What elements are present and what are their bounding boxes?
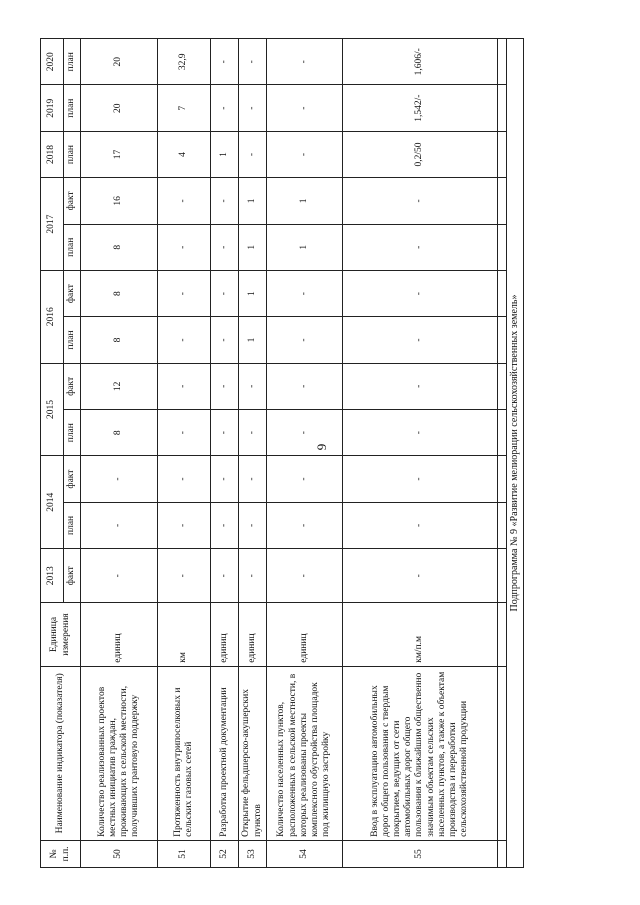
- unit-of-measure: км: [158, 603, 211, 666]
- header-year: 2016: [41, 270, 64, 363]
- header-col-факт: факт: [64, 270, 81, 316]
- indicator-value: 1,542/-: [343, 85, 498, 131]
- indicator-value: -: [267, 39, 343, 86]
- row-number: 54: [267, 840, 343, 867]
- indicator-value: -: [158, 549, 211, 603]
- header-year: 2018: [41, 131, 64, 177]
- indicator-value: 12: [81, 363, 158, 409]
- indicator-value: -: [158, 456, 211, 502]
- indicator-value: -: [343, 363, 498, 409]
- indicator-value: -: [81, 456, 158, 502]
- indicator-value: 1: [267, 178, 343, 224]
- indicator-value: -: [267, 317, 343, 363]
- indicator-value: 8: [81, 410, 158, 456]
- indicator-value: -: [158, 410, 211, 456]
- header-year: 2013: [41, 549, 64, 603]
- indicator-value: -: [239, 456, 267, 502]
- indicator-value: -: [343, 502, 498, 548]
- indicator-value: -: [267, 502, 343, 548]
- indicator-value: -: [211, 502, 239, 548]
- empty-cell: [498, 224, 507, 270]
- empty-cell: [498, 549, 507, 603]
- header-year: 2014: [41, 456, 64, 549]
- indicator-value: -: [158, 178, 211, 224]
- header-col-факт: факт: [64, 549, 81, 603]
- empty-cell: [498, 603, 507, 666]
- indicator-value: -: [211, 224, 239, 270]
- indicators-table: [40, 38, 524, 868]
- indicator-name: Количество реализованных проектов местных инициатив граждан, проживающих в сельской местности, получивших грантовую поддержку: [81, 666, 158, 840]
- indicator-value: 1: [239, 178, 267, 224]
- table-row: [239, 39, 267, 868]
- indicator-value: 1: [267, 224, 343, 270]
- indicator-value: -: [343, 224, 498, 270]
- indicator-value: -: [267, 363, 343, 409]
- subprogram-title: Подпрограмма № 9 «Развитие мелиорации сельскохозяйственных земель»: [507, 39, 524, 868]
- empty-cell: [498, 363, 507, 409]
- indicator-name: Ввод в эксплуатацию автомобильных дорог общего пользования с твердым покрытием, ведущих от сети автомобильных дорог общего пользования к ближайшим общественно значимым объектам сельских населенных пунктов, а также к объектам производства и переработки сельскохозяйственной продукции: [343, 666, 498, 840]
- indicator-value: 8: [81, 317, 158, 363]
- table-row: [343, 39, 498, 868]
- indicator-value: 20: [81, 39, 158, 86]
- empty-cell: [498, 317, 507, 363]
- table-header: [41, 39, 81, 868]
- indicator-value: -: [211, 363, 239, 409]
- indicator-name: Разработка проектной документации: [211, 666, 239, 840]
- unit-of-measure: единиц: [81, 603, 158, 666]
- empty-cell: [498, 85, 507, 131]
- header-col-план: план: [64, 39, 81, 86]
- indicator-value: -: [158, 270, 211, 316]
- indicator-value: -: [239, 363, 267, 409]
- indicator-value: -: [267, 270, 343, 316]
- header-num: № п.п.: [41, 840, 81, 867]
- header-unit: Единица измерения: [41, 603, 81, 666]
- table-row: [267, 39, 343, 868]
- indicator-value: 7: [158, 85, 211, 131]
- indicator-value: -: [81, 549, 158, 603]
- indicator-value: 4: [158, 131, 211, 177]
- indicator-value: -: [343, 549, 498, 603]
- header-year: 2020: [41, 39, 64, 86]
- unit-of-measure: км/п.м: [343, 603, 498, 666]
- table-row: [158, 39, 211, 868]
- indicator-value: -: [239, 410, 267, 456]
- indicator-value: 1: [211, 131, 239, 177]
- header-col-факт: факт: [64, 363, 81, 409]
- empty-cell: [498, 502, 507, 548]
- indicator-value: -: [343, 270, 498, 316]
- indicator-value: -: [211, 270, 239, 316]
- header-name: Наименование индикатора (показателя): [41, 666, 81, 840]
- indicator-value: -: [343, 456, 498, 502]
- empty-cell: [498, 178, 507, 224]
- indicator-value: -: [239, 502, 267, 548]
- indicator-value: 1: [239, 224, 267, 270]
- indicator-value: 17: [81, 131, 158, 177]
- empty-cell: [498, 456, 507, 502]
- header-year: 2019: [41, 85, 64, 131]
- indicator-value: -: [158, 317, 211, 363]
- indicator-value: -: [267, 131, 343, 177]
- empty-cell: [498, 666, 507, 840]
- indicator-value: -: [239, 131, 267, 177]
- indicator-value: -: [239, 85, 267, 131]
- subprogram-row: [507, 39, 524, 868]
- unit-of-measure: единиц: [239, 603, 267, 666]
- unit-of-measure: единиц: [267, 603, 343, 666]
- indicator-value: -: [211, 39, 239, 86]
- indicator-value: -: [211, 410, 239, 456]
- indicator-value: -: [343, 317, 498, 363]
- indicator-value: 1: [239, 317, 267, 363]
- indicator-value: 8: [81, 270, 158, 316]
- empty-cell: [498, 410, 507, 456]
- header-col-факт: факт: [64, 456, 81, 502]
- empty-cell: [498, 131, 507, 177]
- header-col-план: план: [64, 224, 81, 270]
- indicator-value: -: [81, 502, 158, 548]
- indicator-value: 16: [81, 178, 158, 224]
- indicator-value: 32,9: [158, 39, 211, 86]
- indicator-value: -: [267, 456, 343, 502]
- indicator-value: -: [343, 410, 498, 456]
- table-row-spacer: [498, 39, 507, 868]
- indicator-value: -: [239, 39, 267, 86]
- indicator-value: -: [267, 85, 343, 131]
- header-year: 2017: [41, 178, 64, 271]
- table-row: [81, 39, 158, 868]
- indicator-value: -: [211, 317, 239, 363]
- indicator-value: -: [211, 178, 239, 224]
- rotated-table-container: [40, 38, 540, 868]
- header-col-план: план: [64, 502, 81, 548]
- indicator-value: 1,606/-: [343, 39, 498, 86]
- table-body: [81, 39, 524, 868]
- header-year: 2015: [41, 363, 64, 456]
- indicator-value: 0,2/50: [343, 131, 498, 177]
- empty-cell: [498, 840, 507, 867]
- row-number: 51: [158, 840, 211, 867]
- indicator-value: -: [343, 178, 498, 224]
- row-number: 52: [211, 840, 239, 867]
- page-number: 9: [314, 443, 329, 451]
- indicator-value: -: [267, 549, 343, 603]
- indicator-value: -: [211, 456, 239, 502]
- empty-cell: [498, 39, 507, 86]
- indicator-value: -: [158, 502, 211, 548]
- indicator-value: -: [158, 224, 211, 270]
- row-number: 55: [343, 840, 498, 867]
- header-col-факт: факт: [64, 178, 81, 224]
- row-number: 50: [81, 840, 158, 867]
- indicator-value: 8: [81, 224, 158, 270]
- indicator-name: Протяженность внутрипоселковых и сельских газовых сетей: [158, 666, 211, 840]
- header-col-план: план: [64, 85, 81, 131]
- indicator-value: -: [267, 410, 343, 456]
- row-number: 53: [239, 840, 267, 867]
- indicator-value: -: [211, 549, 239, 603]
- header-col-план: план: [64, 131, 81, 177]
- indicator-name: Открытие фельдшерско-акушерских пунктов: [239, 666, 267, 840]
- header-col-план: план: [64, 410, 81, 456]
- table-row: [211, 39, 239, 868]
- indicator-value: 20: [81, 85, 158, 131]
- empty-cell: [498, 270, 507, 316]
- indicator-value: -: [158, 363, 211, 409]
- indicator-value: 1: [239, 270, 267, 316]
- unit-of-measure: единиц: [211, 603, 239, 666]
- header-col-план: план: [64, 317, 81, 363]
- indicator-value: -: [239, 549, 267, 603]
- indicator-name: Количество населенных пунктов, расположенных в сельской местности, в которых реализованы проекты комплексного обустройства площадок под жилищную застройку: [267, 666, 343, 840]
- indicator-value: -: [211, 85, 239, 131]
